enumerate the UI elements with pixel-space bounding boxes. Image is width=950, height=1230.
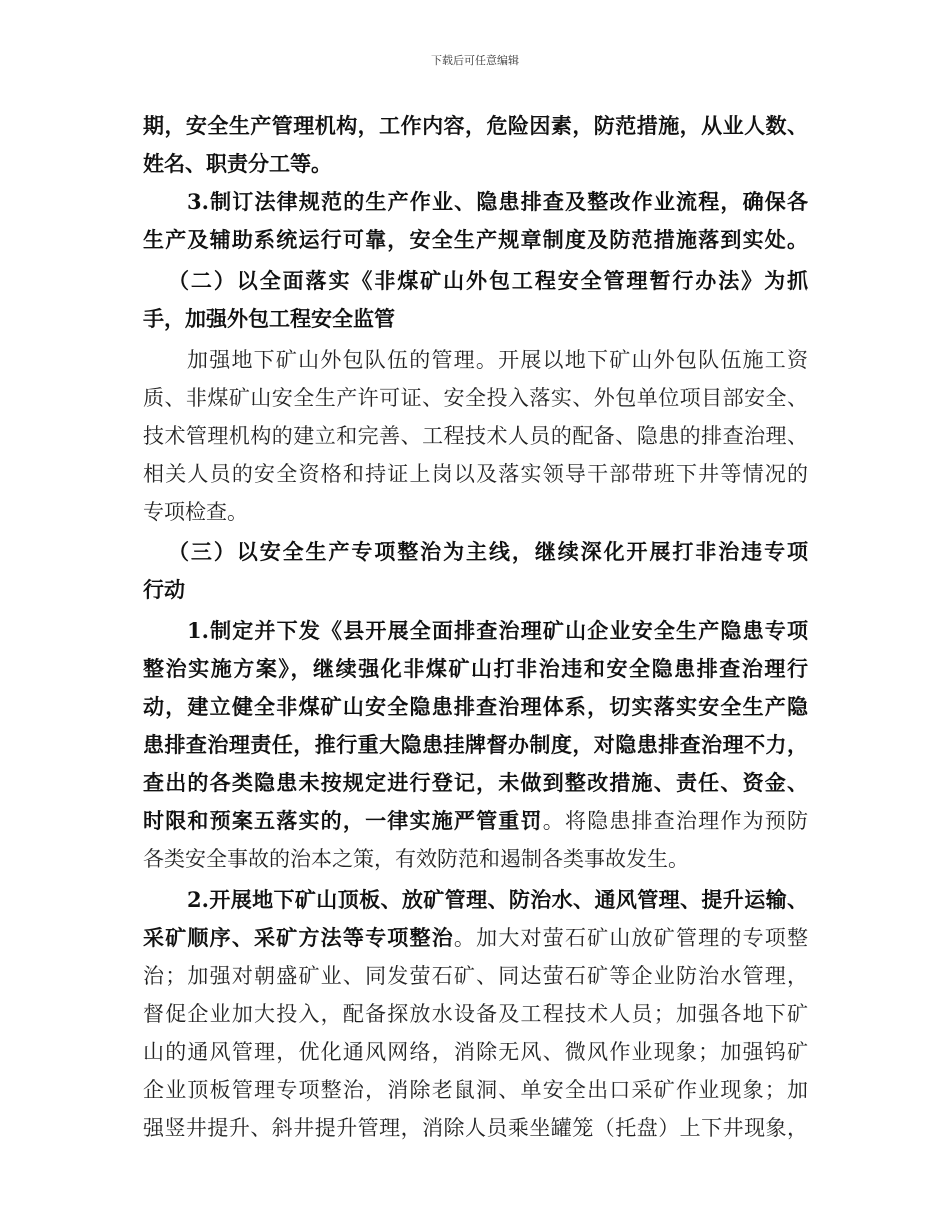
bold-text: 手，加强外包工程安全监管 [143, 306, 395, 331]
text-line [187, 612, 808, 650]
bold-text: 患排查治理责任，推行重大隐患挂牌督办制度，对隐患排查治理不力， [143, 732, 808, 757]
bold-text: 时限和预案五落实的，一律实施严管重罚 [143, 808, 543, 833]
bold-text: 动，建立健全非煤矿山安全隐患排查治理体系，切实落实安全生产隐 [143, 694, 808, 719]
text-line [143, 957, 808, 995]
text-line [187, 881, 808, 919]
text-line [143, 1109, 808, 1147]
text-line [143, 1071, 808, 1109]
bold-text: 整治实施方案》，继续强化非煤矿山打非治违和安全隐患排查治理行 [143, 656, 808, 681]
text-line [143, 145, 332, 183]
bold-text: （二）以全面落实《非煤矿山外包工程安全管理暂行办法》为抓 [168, 268, 808, 293]
text-line [168, 533, 808, 571]
body-text: 加强地下矿山外包队伍的管理。开展以地下矿山外包队伍施工资 [187, 348, 808, 372]
bold-text: 查出的各类隐患未按规定进行登记，未做到整改措施、责任、资金、 [143, 770, 808, 795]
body-text: 治；加强对朝盛矿业、同发萤石矿、同达萤石矿等企业防治水管理， [143, 964, 808, 988]
bold-text: 姓名、职责分工等。 [143, 151, 332, 176]
bold-text: 2.开展地下矿山顶板、放矿管理、防治水、通风管理、提升运输、 [187, 887, 808, 912]
text-line [143, 840, 689, 878]
body-text: 企业顶板管理专项整治，消除老鼠洞、单安全出口采矿作业现象；加 [143, 1078, 808, 1102]
body-text: 。加大对萤石矿山放矿管理的专项整 [453, 926, 809, 950]
page-header: 下载后可任意编辑 [431, 54, 519, 67]
text-line [143, 688, 808, 726]
body-text: 专项检查。 [143, 500, 248, 524]
text-line [143, 802, 808, 840]
body-text: 督促企业加大投入，配备探放水设备及工程技术人员；加强各地下矿 [143, 1002, 808, 1026]
body-text: 山的通风管理，优化通风网络，消除无风、微风作业现象；加强钨矿 [143, 1040, 808, 1064]
text-line [143, 455, 808, 493]
text-line [143, 571, 185, 609]
text-line [143, 221, 808, 259]
text-line [143, 764, 808, 802]
text-line [143, 650, 808, 688]
text-line [143, 995, 808, 1033]
body-text: 。将隐患排查治理作为预防 [542, 809, 809, 833]
bold-text: 1.制定并下发《县开展全面排查治理矿山企业安全生产隐患专项 [187, 618, 808, 643]
text-line [143, 107, 808, 145]
body-text: 技术管理机构的建立和完善、工程技术人员的配备、隐患的排查治理、 [143, 424, 808, 448]
text-line [143, 493, 248, 531]
text-line [143, 919, 808, 957]
bold-text: （三）以安全生产专项整治为主线，继续深化开展打非治违专项 [168, 539, 808, 564]
text-line [143, 726, 808, 764]
bold-text: 采矿顺序、采矿方法等专项整治 [143, 925, 454, 950]
text-line [187, 341, 808, 379]
text-line [143, 1033, 808, 1071]
text-line [168, 262, 808, 300]
bold-text: 生产及辅助系统运行可靠，安全生产规章制度及防范措施落到实处。 [143, 227, 808, 252]
bold-text: 行动 [143, 577, 185, 602]
bold-text: 3.制订法律规范的生产作业、隐患排查及整改作业流程，确保各 [187, 189, 808, 214]
text-line [143, 417, 808, 455]
text-line [143, 300, 395, 338]
body-text: 各类安全事故的治本之策，有效防范和遏制各类事故发生。 [143, 847, 689, 871]
text-line [187, 183, 808, 221]
text-line [143, 379, 808, 417]
bold-text: 期，安全生产管理机构，工作内容，危险因素，防范措施，从业人数、 [143, 113, 808, 138]
body-text: 相关人员的安全资格和持证上岗以及落实领导干部带班下井等情况的 [143, 462, 808, 486]
body-text: 强竖井提升、斜井提升管理，消除人员乘坐罐笼（托盘）上下井现象， [143, 1116, 808, 1140]
body-text: 质、非煤矿山安全生产许可证、安全投入落实、外包单位项目部安全、 [143, 386, 808, 410]
